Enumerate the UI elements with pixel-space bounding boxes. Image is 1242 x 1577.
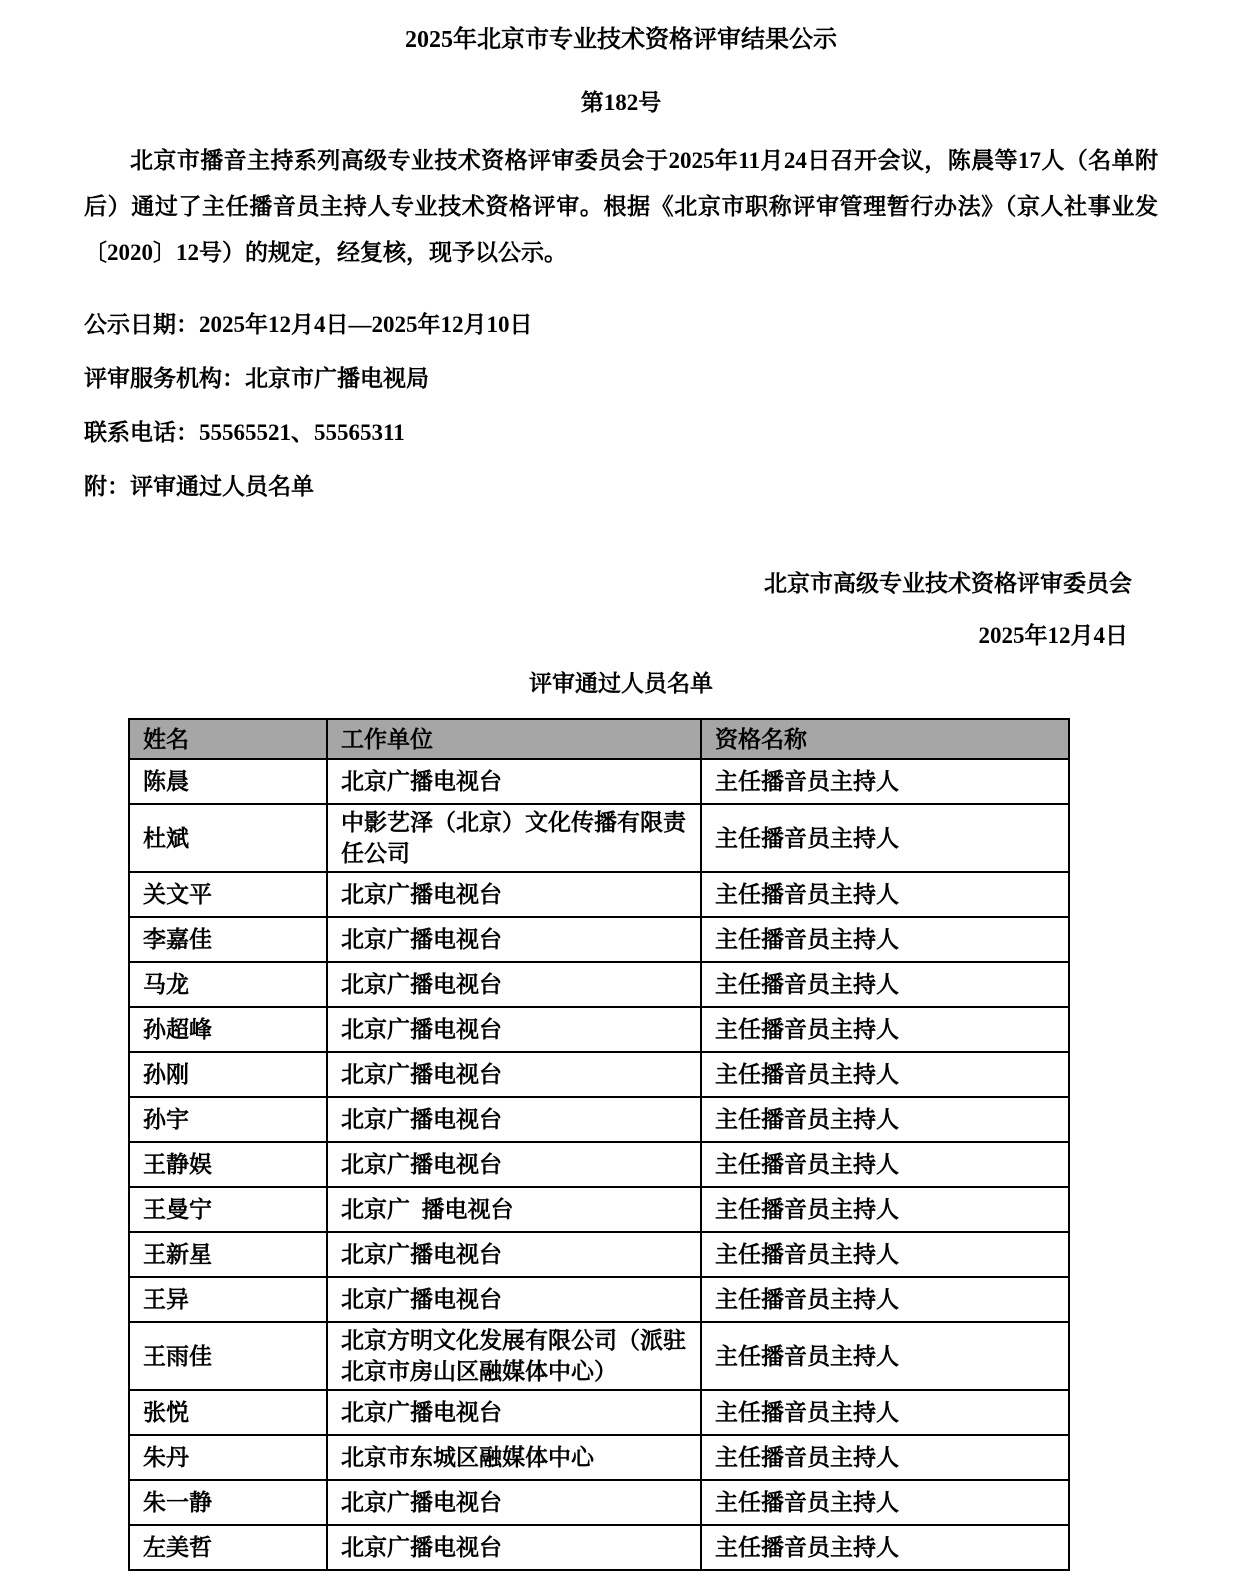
- table-cell-qualification: 主任播音员主持人: [701, 1277, 1069, 1322]
- table-cell-name: 杜斌: [129, 804, 327, 872]
- signature-block: [0, 558, 1242, 662]
- table-cell-qualification: 主任播音员主持人: [701, 759, 1069, 804]
- table-cell-qualification: 主任播音员主持人: [701, 1525, 1069, 1570]
- table-cell-work-unit: 北京广播电视台: [327, 1480, 701, 1525]
- table-cell-qualification: 主任播音员主持人: [701, 1390, 1069, 1435]
- table-cell-name: 左美哲: [129, 1525, 327, 1570]
- page-title: 2025年北京市专业技术资格评审结果公示: [405, 27, 837, 53]
- table-cell-work-unit: 北京广 播电视台: [327, 1187, 701, 1232]
- table-cell-name: 关文平: [129, 872, 327, 917]
- document-number: 第182号: [580, 90, 662, 115]
- publicity-period-line: 公示日期：2025年12月4日—2025年12月10日: [84, 312, 533, 337]
- table-cell-work-unit: 北京广播电视台: [327, 1232, 701, 1277]
- table-cell-work-unit: 北京广播电视台: [327, 759, 701, 804]
- approved-personnel-table: [128, 718, 1070, 1571]
- column-header-work-unit: 工作单位: [327, 719, 701, 759]
- table-cell-work-unit: 北京方明文化发展有限公司（派驻北京市房山区融媒体中心）: [327, 1322, 701, 1390]
- table-cell-qualification: 主任播音员主持人: [701, 1232, 1069, 1277]
- table-cell-qualification: 主任播音员主持人: [701, 1097, 1069, 1142]
- table-cell-work-unit: 北京广播电视台: [327, 1097, 701, 1142]
- table-cell-name: 朱一静: [129, 1480, 327, 1525]
- table-row: [129, 1390, 1069, 1435]
- column-header-qualification: 资格名称: [701, 719, 1069, 759]
- table-cell-name: 孙宇: [129, 1097, 327, 1142]
- table-cell-name: 王异: [129, 1277, 327, 1322]
- table-cell-qualification: 主任播音员主持人: [701, 1480, 1069, 1525]
- table-cell-work-unit: 北京广播电视台: [327, 1390, 701, 1435]
- table-row: [129, 962, 1069, 1007]
- table-cell-name: 王静娱: [129, 1142, 327, 1187]
- table-row: [129, 1007, 1069, 1052]
- table-cell-qualification: 主任播音员主持人: [701, 962, 1069, 1007]
- table-row: [129, 1097, 1069, 1142]
- table-row: [129, 1187, 1069, 1232]
- table-row: [129, 804, 1069, 872]
- table-cell-work-unit: 北京市东城区融媒体中心: [327, 1435, 701, 1480]
- announcement-paragraph: 北京市播音主持系列高级专业技术资格评审委员会于2025年11月24日召开会议，陈晨等17人（名单附后）通过了主任播音员主持人专业技术资格评审。根据《北京市职称评审管理暂行办法》（京人社事业发〔2020〕12号）的规定，经复核，现予以公示。: [84, 148, 1158, 265]
- table-cell-qualification: 主任播音员主持人: [701, 1007, 1069, 1052]
- table-cell-work-unit: 北京广播电视台: [327, 1277, 701, 1322]
- table-cell-work-unit: 北京广播电视台: [327, 1052, 701, 1097]
- table-row: [129, 1142, 1069, 1187]
- table-cell-work-unit: 中影艺泽（北京）文化传播有限责任公司: [327, 804, 701, 872]
- issuing-committee: 北京市高级专业技术资格评审委员会: [764, 571, 1132, 596]
- table-cell-work-unit: 北京广播电视台: [327, 962, 701, 1007]
- table-cell-name: 朱丹: [129, 1435, 327, 1480]
- table-row: [129, 1480, 1069, 1525]
- table-cell-qualification: 主任播音员主持人: [701, 917, 1069, 962]
- table-cell-work-unit: 北京广播电视台: [327, 1525, 701, 1570]
- table-cell-qualification: 主任播音员主持人: [701, 1142, 1069, 1187]
- attachment-note-line: 附：评审通过人员名单: [84, 474, 314, 499]
- table-cell-work-unit: 北京广播电视台: [327, 1142, 701, 1187]
- table-row: [129, 1232, 1069, 1277]
- table-cell-work-unit: 北京广播电视台: [327, 917, 701, 962]
- column-header-name: 姓名: [129, 719, 327, 759]
- table-row: [129, 1435, 1069, 1480]
- table-cell-name: 张悦: [129, 1390, 327, 1435]
- table-cell-qualification: 主任播音员主持人: [701, 1187, 1069, 1232]
- table-row: [129, 759, 1069, 804]
- table-cell-qualification: 主任播音员主持人: [701, 1052, 1069, 1097]
- table-row: [129, 1525, 1069, 1570]
- table-cell-work-unit: 北京广播电视台: [327, 1007, 701, 1052]
- contact-phone-line: 联系电话：55565521、55565311: [84, 420, 405, 445]
- table-cell-work-unit: 北京广播电视台: [327, 872, 701, 917]
- table-row: [129, 1277, 1069, 1322]
- table-cell-name: 孙超峰: [129, 1007, 327, 1052]
- table-cell-name: 王新星: [129, 1232, 327, 1277]
- results-table-body: [129, 759, 1069, 1570]
- table-cell-name: 王雨佳: [129, 1322, 327, 1390]
- table-cell-name: 马龙: [129, 962, 327, 1007]
- review-agency-line: 评审服务机构：北京市广播电视局: [84, 366, 429, 391]
- table-cell-name: 孙刚: [129, 1052, 327, 1097]
- table-row: [129, 1052, 1069, 1097]
- table-row: [129, 1322, 1069, 1390]
- table-row: [129, 917, 1069, 962]
- table-row: [129, 872, 1069, 917]
- table-cell-name: 李嘉佳: [129, 917, 327, 962]
- table-title: 评审通过人员名单: [529, 671, 713, 696]
- issue-date: 2025年12月4日: [978, 623, 1128, 648]
- info-block: [84, 298, 1158, 514]
- table-cell-name: 陈晨: [129, 759, 327, 804]
- table-cell-qualification: 主任播音员主持人: [701, 804, 1069, 872]
- table-cell-qualification: 主任播音员主持人: [701, 1435, 1069, 1480]
- table-cell-qualification: 主任播音员主持人: [701, 1322, 1069, 1390]
- table-cell-name: 王曼宁: [129, 1187, 327, 1232]
- table-cell-qualification: 主任播音员主持人: [701, 872, 1069, 917]
- table-header-row: [129, 719, 1069, 759]
